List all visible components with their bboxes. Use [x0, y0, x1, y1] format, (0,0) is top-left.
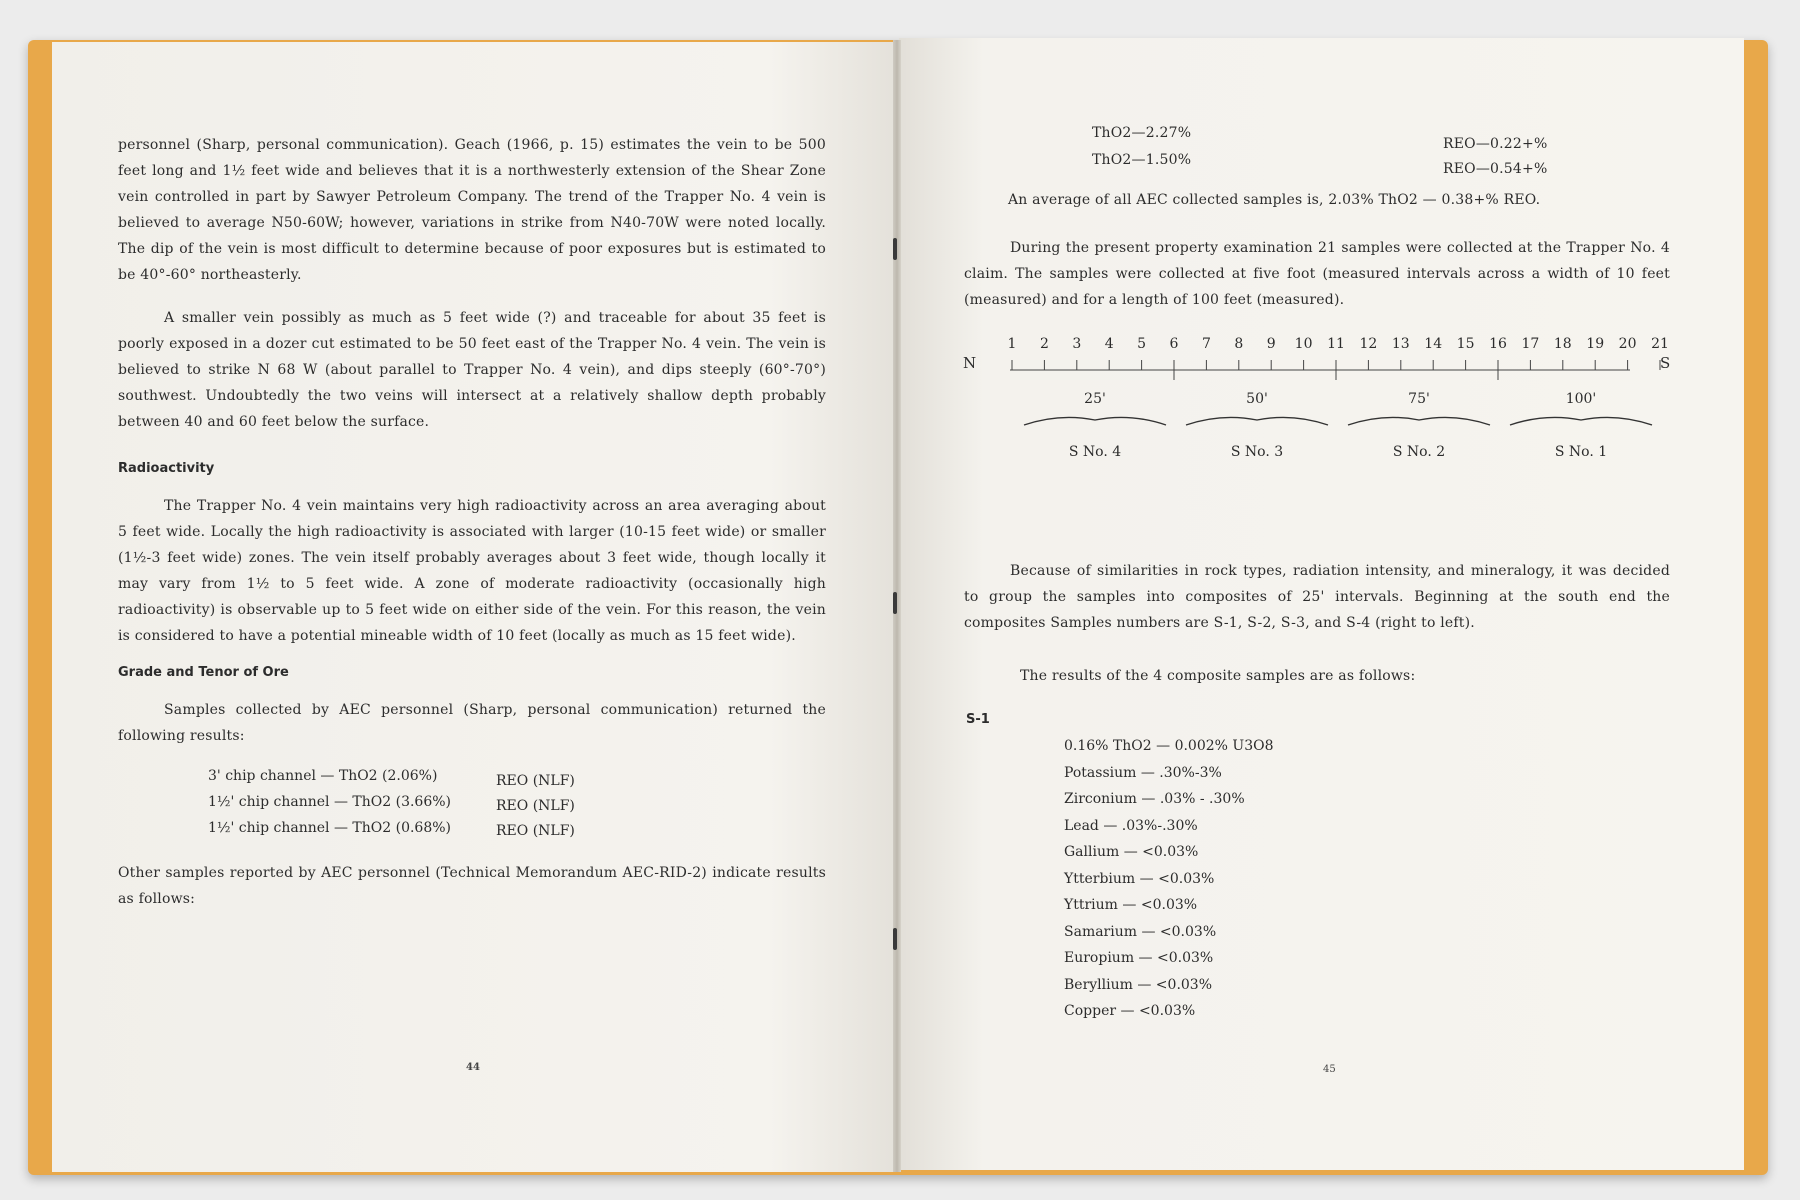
distance-label: 75'	[1408, 391, 1430, 407]
sample-number: 15	[1456, 336, 1475, 352]
s1-result-item: 0.16% ThO2 — 0.002% U3O8	[1064, 738, 1274, 754]
chip-sample-desc: 1½' chip channel — ThO2 (3.66%)	[208, 794, 452, 810]
paragraph-composite-results: The results of the 4 composite samples are as follows:	[1020, 668, 1416, 684]
s1-result-item: Gallium — <0.03%	[1064, 844, 1199, 860]
south-label: S	[1660, 354, 1671, 372]
composite-label: S No. 4	[1068, 444, 1122, 460]
paragraph-other-samples: Other samples reported by AEC personnel (Technical Memorandum AEC-RID-2) indicate results as follows:	[118, 865, 826, 907]
distance-label: 100'	[1565, 391, 1597, 407]
chip-sample-reo: REO (NLF)	[496, 798, 575, 814]
chip-sample-reo: REO (NLF)	[496, 773, 575, 789]
paragraph-aec-samples: Samples collected by AEC personnel (Sharp, personal communication) returned the following results:	[118, 702, 826, 744]
page-number-right: 45	[1323, 1064, 1336, 1075]
s1-result-item: Yttrium — <0.03%	[1064, 897, 1198, 913]
composite-label: S No. 2	[1392, 444, 1446, 460]
paragraph-composite-grouping: Because of similarities in rock types, radiation intensity, and mineralogy, it was decided to group the samples into composites of 25' intervals. Beginning at the south end the composites Samples numbers are S-1, S-2, S-3, and S-4 (right to left).	[964, 563, 1670, 631]
s1-result-item: Ytterbium — <0.03%	[1064, 871, 1215, 887]
sample-number: 6	[1169, 336, 1179, 352]
heading-radioactivity: Radioactivity	[118, 461, 215, 476]
composite-label: S No. 3	[1230, 444, 1284, 460]
sample-number: 1	[1007, 336, 1017, 352]
sample-number: 19	[1586, 336, 1605, 352]
sample-number: 10	[1294, 336, 1313, 352]
paragraph-vein-description: personnel (Sharp, personal communication). Geach (1966, p. 15) estimates the vein to be 500 feet long and 1½ feet wide and believes that it is a northwesterly extension of the Shear Zone vein controlled in part by Sawyer Petroleum Company. The trend of the Trapper No. 4 vein is believed to average N50-60W; however, variations in strike from N40-70W were noted locally. The dip of the vein is most difficult to determine because of poor exposures but is estimated to be 40°-60° northeasterly.	[118, 137, 826, 283]
s1-result-item: Samarium — <0.03%	[1064, 924, 1217, 940]
sample-number: 20	[1618, 336, 1637, 352]
sample-number: 17	[1521, 336, 1540, 352]
s1-result-item: Potassium — .30%-3%	[1064, 765, 1222, 781]
north-label: N	[963, 354, 977, 372]
s1-result-item: Copper — <0.03%	[1064, 1003, 1196, 1019]
sample-number: 14	[1424, 336, 1443, 352]
composite-label: S No. 1	[1554, 444, 1608, 460]
sample-number: 2	[1039, 336, 1049, 352]
sample-number: 11	[1327, 336, 1345, 352]
staple	[893, 592, 897, 614]
sample-s1-label: S-1	[966, 712, 990, 727]
sample-number: 8	[1234, 336, 1244, 352]
staple	[893, 238, 897, 260]
composite-brace	[1348, 417, 1490, 425]
s1-result-item: Zirconium — .03% - .30%	[1064, 791, 1245, 807]
distance-label: 25'	[1084, 391, 1106, 407]
composite-brace	[1510, 417, 1652, 425]
s1-result-item: Beryllium — <0.03%	[1064, 977, 1213, 993]
sample-location-diagram	[950, 325, 1680, 470]
sample-number: 13	[1391, 336, 1410, 352]
sample-number: 3	[1072, 336, 1082, 352]
composite-brace	[1186, 417, 1328, 425]
tho2-value-2: ThO2—1.50%	[1092, 152, 1192, 168]
s1-result-item: Lead — .03%-.30%	[1064, 818, 1198, 834]
heading-grade-tenor: Grade and Tenor of Ore	[118, 665, 289, 680]
sample-number: 4	[1104, 336, 1114, 352]
composite-brace	[1024, 417, 1166, 425]
staple	[893, 928, 897, 950]
paragraph-smaller-vein: A smaller vein possibly as much as 5 feet wide (?) and traceable for about 35 feet is poorly exposed in a dozer cut estimated to be 50 feet east of the Trapper No. 4 vein. The vein is believed to strike N 68 W (about parallel to Trapper No. 4 vein), and dips steeply (60°-70°) southwest. Undoubtedly the two veins will intersect at a relatively shallow depth probably between 40 and 60 feet below the surface.	[118, 310, 826, 430]
sample-number: 7	[1201, 336, 1211, 352]
chip-sample-desc: 3' chip channel — ThO2 (2.06%)	[208, 768, 438, 784]
paragraph-property-exam: During the present property examination 21 samples were collected at the Trapper No. 4 claim. The samples were collected at five foot (measured intervals across a width of 10 feet (measured) and for a length of 100 feet (measured).	[964, 240, 1670, 308]
reo-value-1: REO—0.22+%	[1443, 136, 1548, 152]
tho2-value-1: ThO2—2.27%	[1092, 125, 1192, 141]
sample-number: 12	[1359, 336, 1378, 352]
s1-result-item: Europium — <0.03%	[1064, 950, 1214, 966]
paragraph-radioactivity: The Trapper No. 4 vein maintains very high radioactivity across an area averaging about 5 feet wide. Locally the high radioactivity is associated with larger (10-15 feet wide) or smaller (1½-3 feet wide) zones. The vein itself probably averages about 3 feet wide, though locally it may vary from 1½ to 5 feet wide. A zone of moderate radioactivity (occasionally high radioactivity) is observable up to 5 feet wide on either side of the vein. For this reason, the vein is considered to have a potential mineable width of 10 feet (locally as much as 15 feet wide).	[118, 498, 826, 644]
reo-value-2: REO—0.54+%	[1443, 161, 1548, 177]
sample-number: 16	[1489, 336, 1507, 352]
chip-sample-desc: 1½' chip channel — ThO2 (0.68%)	[208, 820, 452, 836]
sample-number: 21	[1651, 336, 1669, 352]
sample-number: 9	[1266, 336, 1276, 352]
distance-label: 50'	[1246, 391, 1268, 407]
sample-number: 5	[1137, 336, 1147, 352]
average-statement: An average of all AEC collected samples is, 2.03% ThO2 — 0.38+% REO.	[1008, 192, 1541, 208]
sample-number: 18	[1553, 336, 1572, 352]
chip-sample-reo: REO (NLF)	[496, 823, 575, 839]
page-number-left: 44	[466, 1062, 480, 1073]
